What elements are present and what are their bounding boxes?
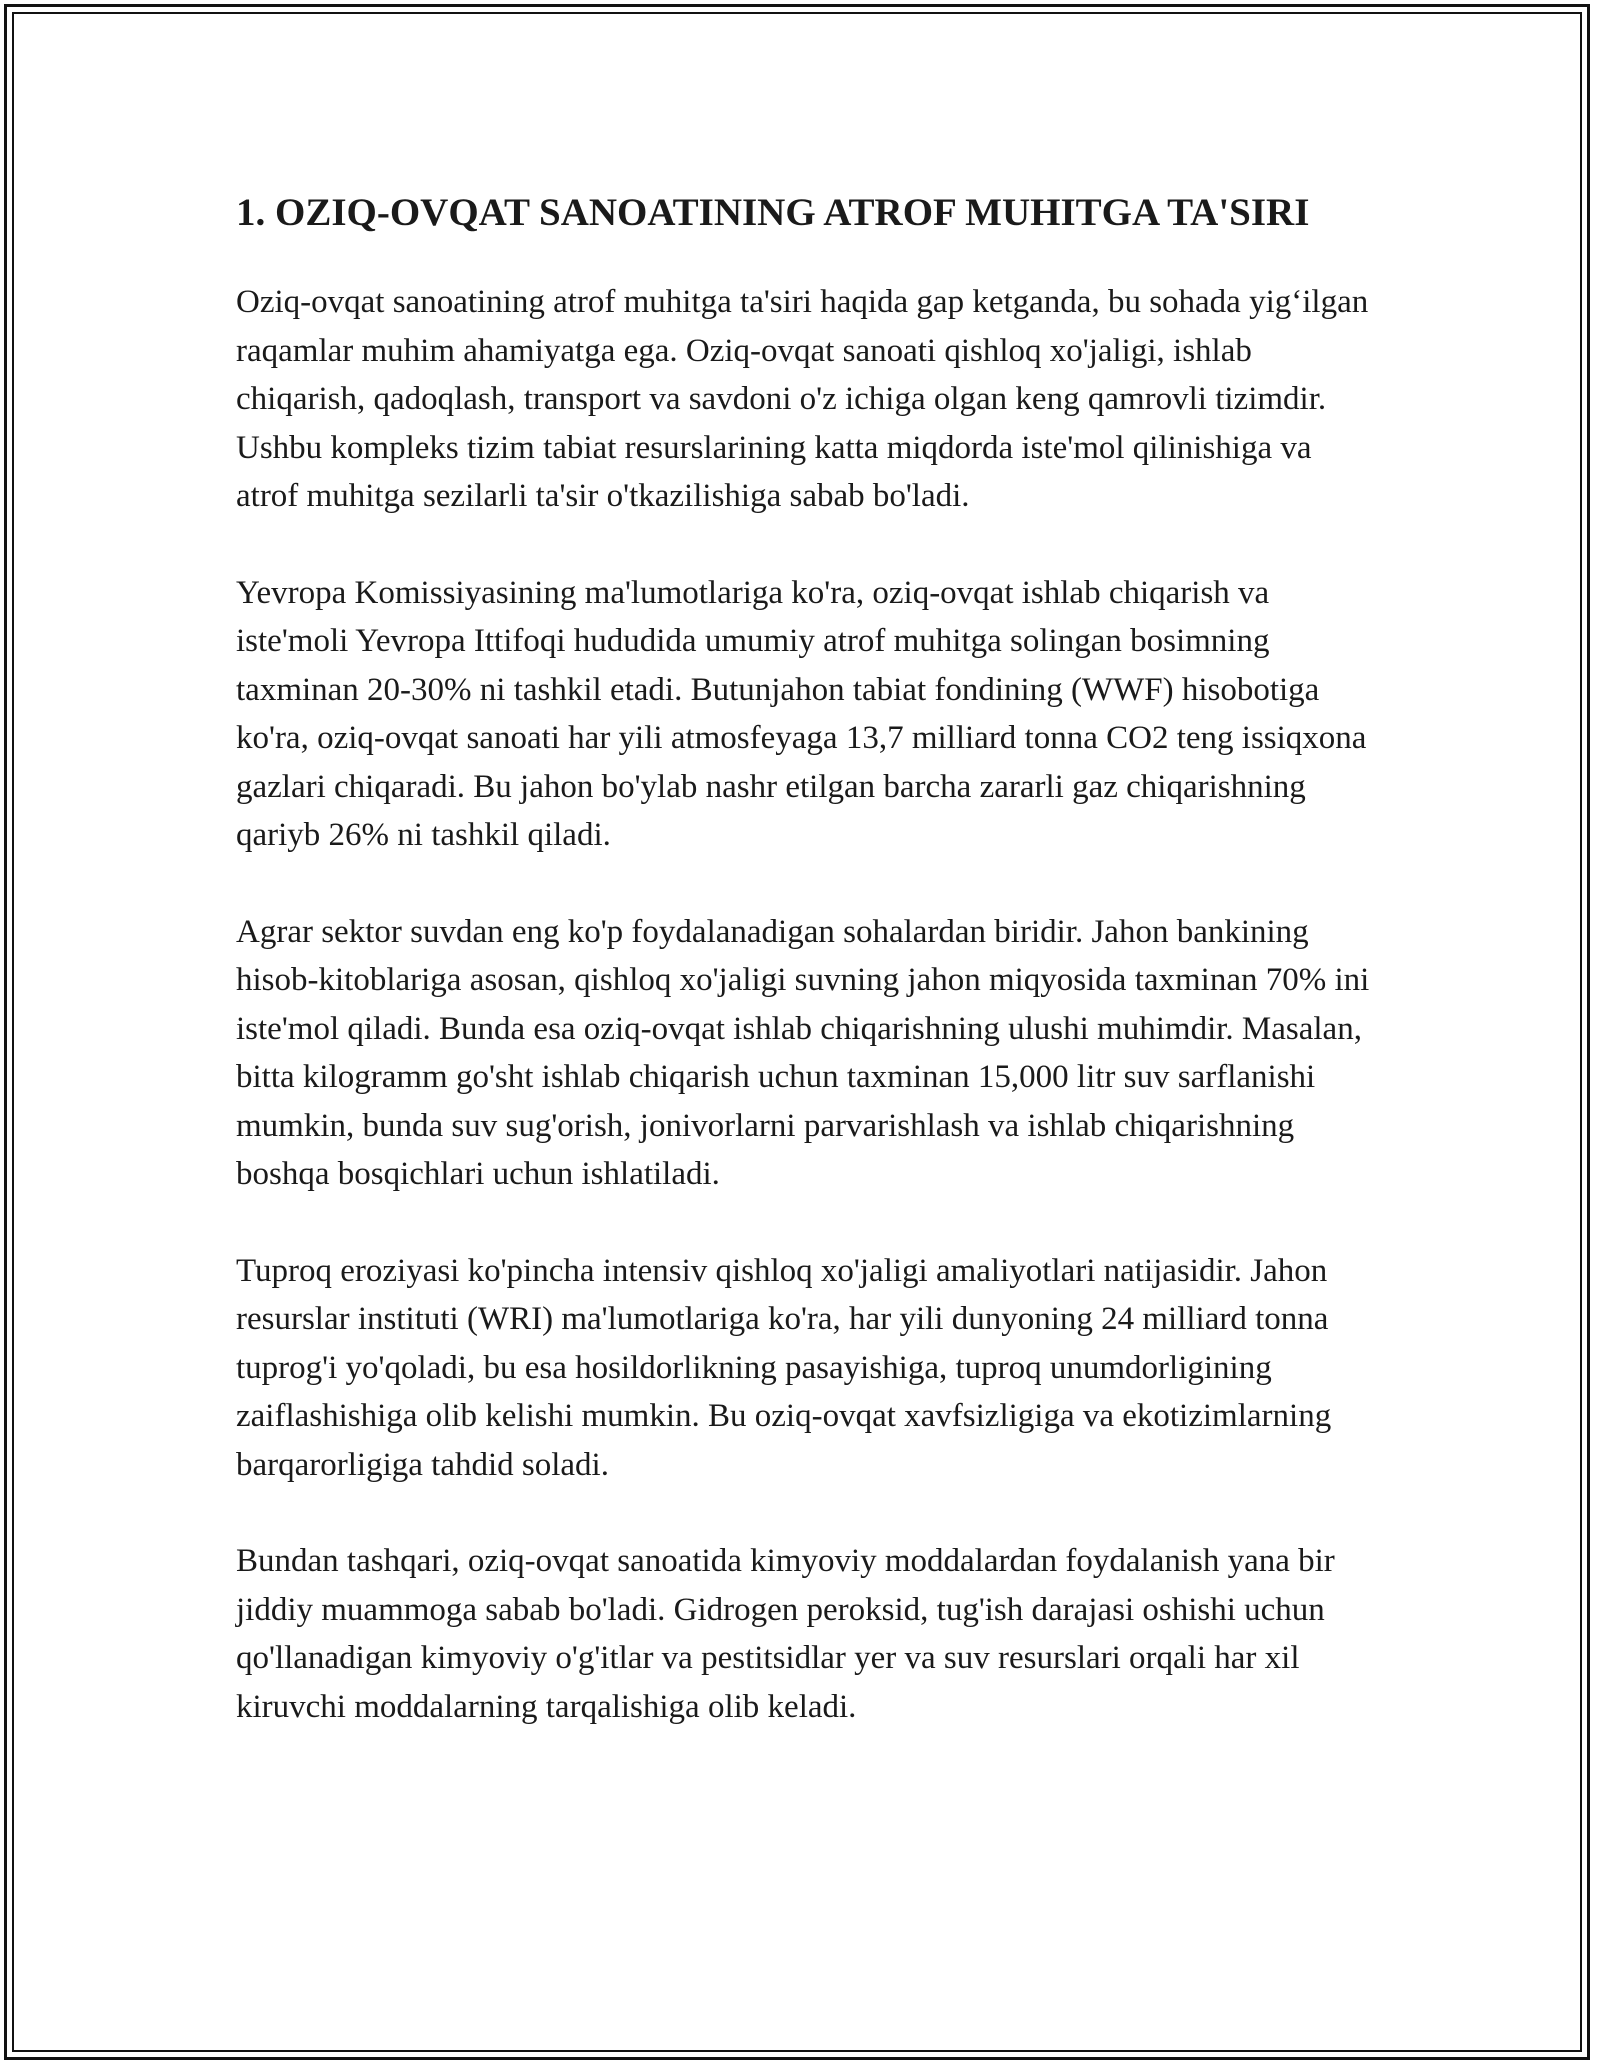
- section-title: 1. OZIQ-OVQAT SANOATINING ATROF MUHITGA TA'SIRI: [236, 191, 1310, 234]
- document-body: [236, 186, 1376, 1779]
- paragraph-1: Oziq-ovqat sanoatining atrof muhitga ta'siri haqida gap ketganda, bu sohada yig‘ilgan raqamlar muhim ahamiyatga ega. Oziq-ovqat sanoati qishloq xo'jaligi, ishlab chiqarish, qadoqlash, transport va savdoni o'z ichiga olgan keng qamrovli tizimdir. Ushbu kompleks tizim tabiat resurslarining katta miqdorda iste'mol qilinishiga va atrof muhitga sezilarli ta'sir o'tkazilishiga sabab bo'ladi.: [236, 284, 1369, 514]
- paragraph-5: Bundan tashqari, oziq-ovqat sanoatida kimyoviy moddalardan foydalanish yana bir jiddiy muammoga sabab bo'ladi. Gidrogen peroksid, tug'ish darajasi oshishi uchun qo'llanadigan kimyoviy o'g'itlar va pestitsidlar yer va suv resurslari orqali har xil kiruvchi moddalarning tarqalishiga olib keladi.: [236, 1543, 1335, 1725]
- paragraph-3: Agrar sektor suvdan eng ko'p foydalanadigan sohalardan biridir. Jahon bankining hisob-kitoblariga asosan, qishloq xo'jaligi suvning jahon miqyosida taxminan 70% ini iste'mol qiladi. Bunda esa oziq-ovqat ishlab chiqarishning ulushi muhimdir. Masalan, bitta kilogramm go'sht ishlab chiqarish uchun taxminan 15,000 litr suv sarflanishi mumkin, bunda suv sug'orish, jonivorlarni parvarishlash va ishlab chiqarishning boshqa bosqichlari uchun ishlatiladi.: [236, 913, 1370, 1192]
- paragraph-2: Yevropa Komissiyasining ma'lumotlariga ko'ra, oziq-ovqat ishlab chiqarish va iste'moli Yevropa Ittifoqi hududida umumiy atrof muhitga solingan bosimning taxminan 20-30% ni tashkil etadi. Butunjahon tabiat fondining (WWF) hisobotiga ko'ra, oziq-ovqat sanoati har yili atmosfeyaga 13,7 milliard tonna CO2 teng issiqxona gazlari chiqaradi. Bu jahon bo'ylab nashr etilgan barcha zararli gaz chiqarishning qariyb 26% ni tashkil qiladi.: [236, 574, 1367, 853]
- paragraph-4: Tuproq eroziyasi ko'pincha intensiv qishloq xo'jaligi amaliyotlari natijasidir. Jahon resurslar instituti (WRI) ma'lumotlariga ko'ra, har yili dunyoning 24 milliard tonna tuprog'i yo'qoladi, bu esa hosildorlikning pasayishiga, tuproq unumdorligining zaiflashishiga olib kelishi mumkin. Bu oziq-ovqat xavfsizligiga va ekotizimlarning barqarorligiga tahdid soladi.: [236, 1252, 1332, 1483]
